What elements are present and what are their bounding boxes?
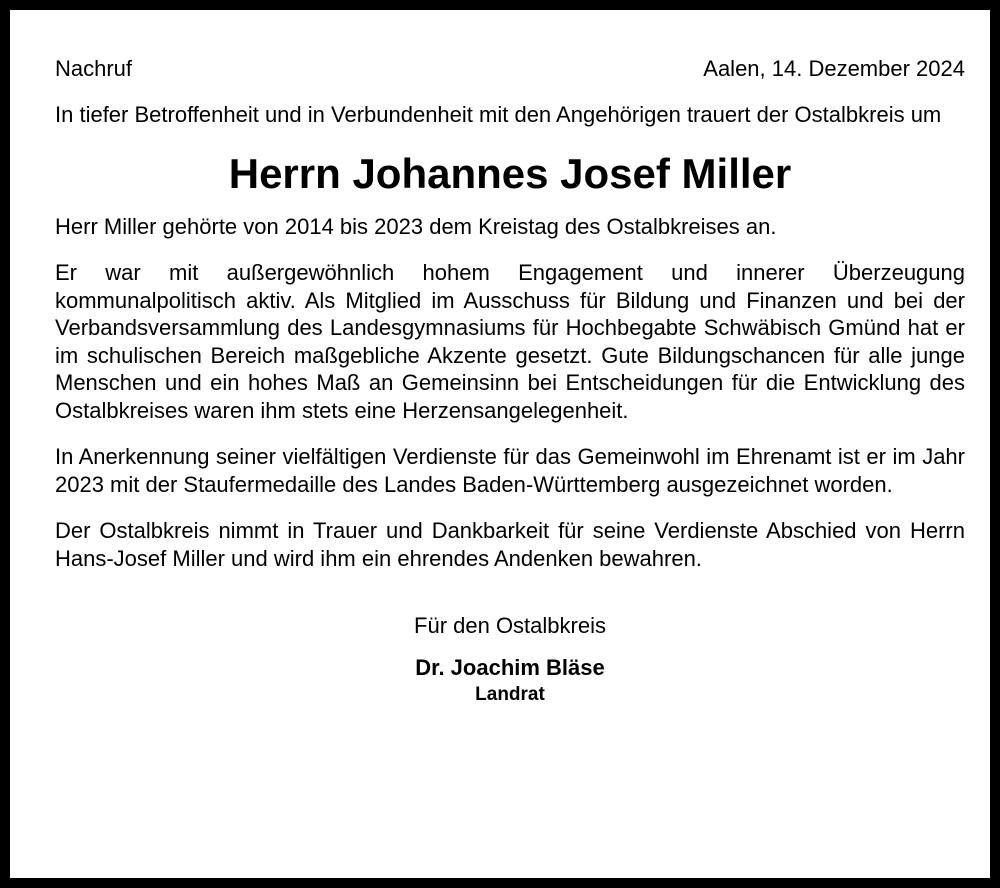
paragraph-farewell: Der Ostalbkreis nimmt in Trauer und Dankbarkeit für seine Verdienste Abschied von Herrn Hans-Josef Miller und wird ihm ein ehrendes Andenken bewahren. (55, 518, 965, 571)
signature-org: Für den Ostalbkreis (414, 613, 606, 638)
obituary-content (55, 55, 965, 707)
obituary-label: Nachruf (55, 56, 133, 81)
paragraph-engagement: Er war mit außergewöhnlich hohem Engagement und innerer Überzeugung kommunalpolitisch aktiv. Als Mitglied im Ausschuss für Bildung und Finanzen und bei der Verbandsversammlung des Landesgymnasiums für Hochbegabte Schwäbisch Gmünd hat er im schulischen Bereich maßgebliche Akzente gesetzt. Gute Bildungschancen für alle junge Menschen und ein hohes Maß an Gemeinsinn bei Entscheidungen für die Entwicklung des Ostalbkreises waren ihm stets eine Herzensangelegenheit. (55, 260, 965, 423)
signature-title: Landrat (475, 684, 545, 705)
signature-name: Dr. Joachim Bläse (415, 655, 605, 680)
deceased-name: Herrn Johannes Josef Miller (228, 149, 792, 197)
paragraph-award: In Anerkennung seiner vielfältigen Verdienste für das Gemeinwohl im Ehrenamt ist er im Jahr 2023 mit der Staufermedaille des Landes Baden-Württemberg ausgezeichnet worden. (55, 444, 965, 497)
header-row (55, 55, 965, 83)
paragraph-tenure: Herr Miller gehörte von 2014 bis 2023 dem Kreistag des Ostalbkreises an. (55, 213, 777, 239)
signature-block (55, 612, 965, 707)
place-date: Aalen, 14. Dezember 2024 (703, 56, 965, 81)
intro-text: In tiefer Betroffenheit und in Verbundenheit mit den Angehörigen trauert der Ostalbkreis um (55, 102, 942, 127)
